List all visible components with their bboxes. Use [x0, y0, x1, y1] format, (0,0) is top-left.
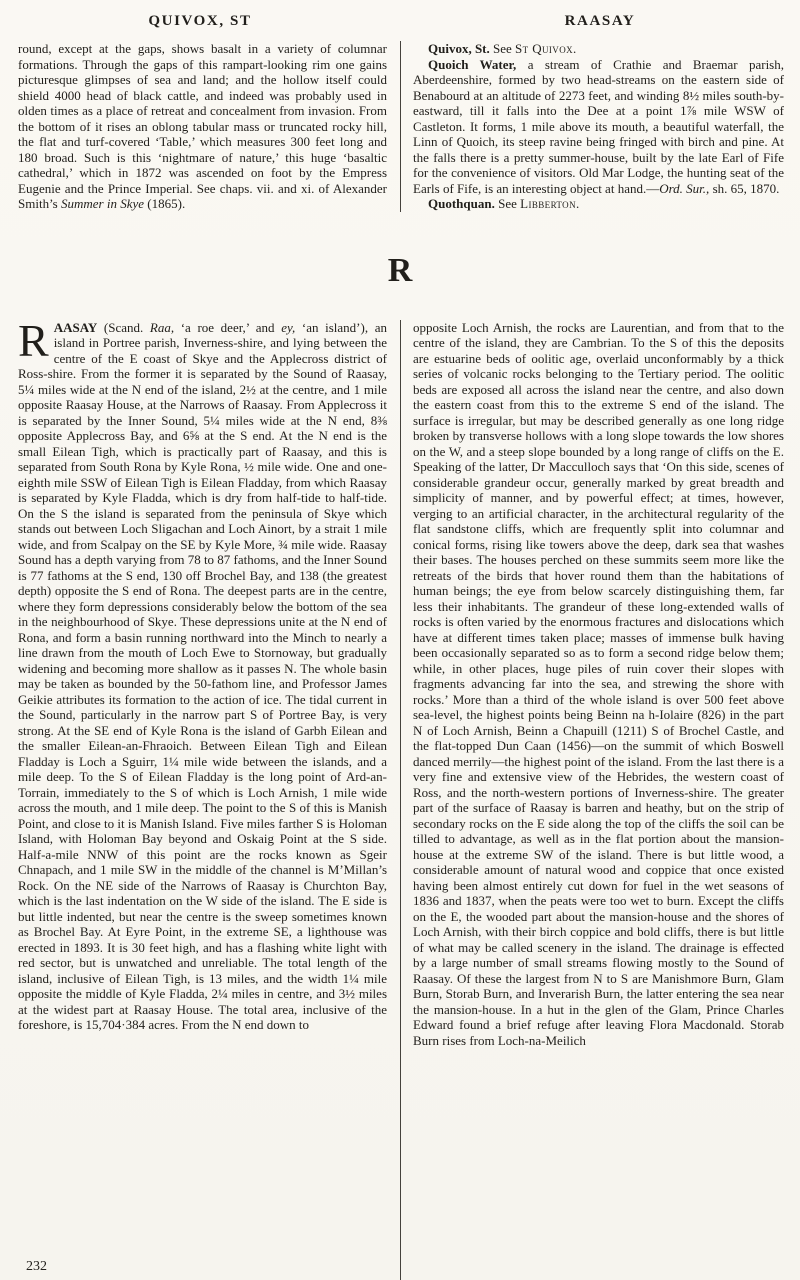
entry-quivox-st: Quivox, St. See St Quivox. — [428, 41, 577, 56]
top-right-column — [400, 41, 800, 212]
raasay-left-column — [0, 314, 400, 1280]
entry-quoich-water: Quoich Water, a stream of Crathie and Braemar parish, Aberdeenshire, formed by two head-streams on the eastern side of Benabourd at an altitude of 2273 feet, and winding 8½ miles south-by-eastward, till it falls into the Dee at a point 1⅞ mile WSW of Castleton. It forms, 1 mile above its mouth, a beautiful waterfall, the Linn of Quoich, its steep ravine being fringed with birch and pine. At the falls there is a pretty summer-house, built by the late Earl of Fife for the convenience of visitors. Old Mar Lodge, the hunting seat of the Earls of Fife, is an interesting object at hand.—Ord. Sur., sh. 65, 1870. — [413, 56, 784, 196]
section-letter-r: R — [387, 251, 413, 289]
page-number: 232 — [26, 1259, 47, 1274]
raasay-continuation-paragraph: opposite Loch Arnish, the rocks are Laurentian, and from that to the centre of the island, they are Cambrian. To the S of this the deposits are estuarine beds of oolitic age, overlaid unconformably by a thick series of volcanic rocks belonging to the Tertiary period. The oolitic beds are exposed all across the island near the centre, and also down the eastern coast from this to the extreme S end of the island. The surface is irregular, but may be described generally as one long ridge broken by transverse hollows with a long slope towards the low shores on the W, and a steep slope bounded by a long range of cliffs on the E. Speaking of the latter, Dr Macculloch says that ‘On this side, scenes of considerable grandeur occur, generally marked by great breadth and simplicity of manner, and by powerful effect; at times, however, verging to an artificial character, in the architectural regularity of the flat sandstone cliffs, which are frequently split into columnar and conical forms, rising like towers above the deep, dark sea that washes their bases. The houses perched on these summits seem more like the retreats of the birds that hover round them than the habitations of human beings; the eye from below scarcely distinguishing them, far less their inhabitants. The grandeur of these long-extended walls of rocks is often varied by the enormous fractures and dislocations which have at different times taken place; masses of immense bulk having been occasionally separated so as to form a second ridge below them; while, in other places, huge piles of ruin cover their slopes with fragments advancing far into the sea, and strewing the shore with rocks.’ More than a third of the whole island is over 500 feet above sea-level, the highest points being Beinn na h-Iolaire (826) in the part N of Loch Arnish, Beinn a Chapuill (1211) S of Brochel Castle, and the flat-topped Dun Caan (1456)—on the summit of which Boswell danced merrily—the highest point of the island. From the last there is a very fine and extensive view of the Hebrides, the western coast of Ross, and the north-western portions of Inverness-shire. The greater part of the surface of Raasay is barren and heathy, but on the strip of secondary rocks on the E side along the top of the cliffs the soil can be tilled to advantage, as well as in the flat portion about the mansion-house at the extreme SW of the island. There is but little wood, a considerable amount of natural wood and coppice that once existed having been almost entirely cut down for fuel in the wet seasons of 1836 and 1837, when the peats were too wet to burn. Except the cliffs on the E, the wooded part about the mansion-house and the shores of Loch Arnish, with their birch coppice and bold cliffs, there is but little of what may be called scenery in the island. The drainage is effected by a large number of small streams flowing mostly to the Sound of Raasay. Of these the largest from N to S are Manishmore Burn, Glam Burn, Storab Burn, and Inverarish Burn, the latter entering the sea near the mansion-house. In a hut in the glen of the Glam, Prince Charles Edward found a brief refuge after leaving Flora Macdonald. Storab Burn rises from Loch-na-Meilich — [413, 319, 784, 1048]
raasay-right-column — [400, 320, 800, 1280]
entry-quothquan: Quothquan. See Libberton. — [428, 196, 580, 211]
running-head-left: QUIVOX, ST — [148, 13, 252, 29]
raasay-section — [0, 314, 800, 1280]
top-left-column — [0, 41, 400, 212]
quiraing-continuation-paragraph: round, except at the gaps, shows basalt in a variety of columnar formations. Through the gaps of this rampart-looking rim one gains picturesque glimpses of sea and land; and the hollow itself could shield 4000 head of black cattle, and indeed was probably used in olden times as a place of retreat and concealment from invasion. From the bottom of it rises an oblong tabular mass or truncated rocky hill, the flat and turf-covered ‘Table,’ which measures 300 feet long and 180 broad. Such is this ‘nightmare of nature,’ this huge ‘basaltic cathedral,’ which in 1872 was ascended on foot by the Empress Eugenie and the Prince Imperial. See chaps. vii. and xi. of Alexander Smith’s Summer in Skye (1865). — [18, 41, 387, 211]
raasay-entry-paragraph: RAASAY (Scand. Raa, ‘a roe deer,’ and ey, ‘an island’), an island in Portree parish, Inverness-shire, and lying between the centre of the E coast of Skye and the Applecross district of Ross-shire. From the former it is separated by the Sound of Raasay, 5¼ miles wide at the N end of the island, 2½ at the centre, and 1 mile opposite Raasay House, at the Narrows of Raasay. From Applecross it is separated by the Inner Sound, 5¼ miles wide at the N end, 8⅜ opposite Applecross Bay, and 6⅝ at the S end. At the N end is the small Eilean Tigh, which is practically part of Raasay, and this is separated from South Rona by Kyle Rona, ½ mile wide. One and one-eighth mile SSW of Eilean Tigh is Eilean Fladday, from which Raasay is separated by Kyle Fladda, which is dry from half-tide to half-tide. On the S the island is separated from the peninsula of Skye which stands out between Loch Sligachan and Loch Ainort, by a strait 1 mile wide, and from Scalpay on the SE by Kyle More, ¾ mile wide. Raasay Sound has a depth varying from 78 to 87 fathoms, and the Inner Sound is 77 fathoms at the S end, 130 off Brochel Bay, and 138 (the greatest depth) opposite the S end of Rona. The deepest parts are in the centre, where they form depressions considerably below the bottom of the sea in the neighbourhood of Skye. These depressions unite at the N end of Rona, and form a basin running northward into the Minch to nearly a line drawn from the mouth of Loch Ewe to Stornoway, but gradually widening and becoming more shallow as it passes N. The whole basin may be taken as bounded by the 50-fathom line, and Professor James Geikie attributes its formation to the action of ice. The tidal current in the Sound, particularly in the narrow part S of Portree Bay, is very strong. At the SE end of Kyle Rona is the island of Garbh Eilean and the smaller Eilean-an-Fhraoich. Between Eilean Tigh and Eilean Fladday is Loch a Sguirr, 1¼ mile wide between the islands, and a mile deep. To the S of Eilean Fladday is the long point of Ard-an-Torrain, immediately to the S of which is Loch Arnish, 1 mile wide across the mouth, and 1 mile deep. The point to the S of this is Manish Point, and close to it is Manish Island. Five miles farther S is Holoman Island, with Holoman Bay beyond and Oskaig Point at the S side. Half-a-mile NNW of this point are the rocks known as Sgeir Chnapach, and 1 mile SW in the middle of the channel is M’Millan’s Rock. On the NE side of the Narrows of Raasay is Churchton Bay, which is the last indentation on the W side of the island. The E side is but little indented, but near the centre is the sweep sometimes known as Brochel Bay. At Eyre Point, in the extreme SE, a lighthouse was erected in 1893. It is 30 feet high, and has a flashing white light with red sector, but is unwatched and unreliable. The total length of the island, inclusive of Eilean Tigh, is 13 miles, and the width 1¼ mile opposite the middle of Kyle Fladda, 2¼ miles in centre, and 3½ miles at the widest part at Raasay House. The total area, inclusive of the foreshore, is 15,704·384 acres. From the N end down to — [18, 314, 387, 1032]
running-head-right: RAASAY — [564, 13, 636, 29]
running-heads — [0, 0, 800, 30]
top-section — [0, 41, 800, 212]
